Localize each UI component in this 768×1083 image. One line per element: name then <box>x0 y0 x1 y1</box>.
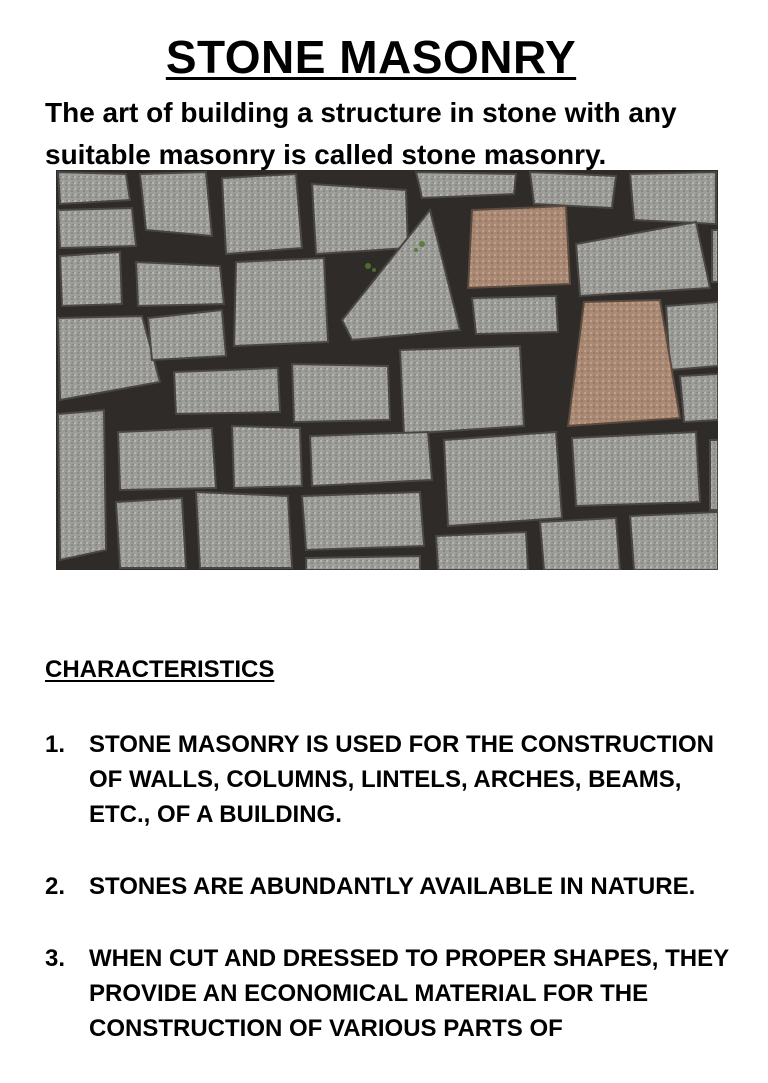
list-item-number: 2. <box>45 873 66 900</box>
characteristics-list <box>45 727 745 1083</box>
intro-paragraph: The art of building a structure in stone with any suitable masonry is called stone masonry. <box>45 97 677 170</box>
list-item-text: WHEN CUT AND DRESSED TO PROPER SHAPES, THEY PROVIDE AN ECONOMICAL MATERIAL FOR THE CONSTRUCTION OF VARIOUS PARTS OF <box>89 945 729 1042</box>
list-item-number: 3. <box>45 945 66 972</box>
characteristics-heading: CHARACTERISTICS <box>45 656 275 683</box>
stone-wall-photo <box>56 170 718 570</box>
list-item-number: 1. <box>45 731 66 758</box>
list-item <box>45 727 745 832</box>
list-item-text: STONE MASONRY IS USED FOR THE CONSTRUCTION OF WALLS, COLUMNS, LINTELS, ARCHES, BEAMS, ETC., OF A BUILDING. <box>89 731 714 828</box>
list-item <box>45 869 745 904</box>
page-title: STONE MASONRY <box>165 31 577 83</box>
list-item-text: STONES ARE ABUNDANTLY AVAILABLE IN NATURE. <box>89 873 696 900</box>
list-item <box>45 941 745 1046</box>
